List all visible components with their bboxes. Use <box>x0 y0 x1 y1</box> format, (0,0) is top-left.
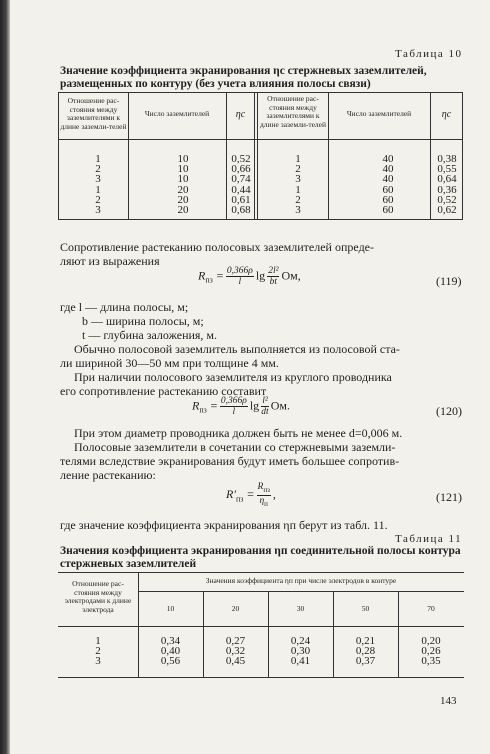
cell: 0,30 <box>290 645 311 658</box>
cell: 1 <box>295 183 301 196</box>
table11-title-line1: Значения коэффициента экранирования ηп соединительной полосы контура <box>60 545 461 557</box>
cell: 20 <box>177 183 189 196</box>
text-line: ление растеканию: <box>60 468 156 482</box>
table10-title <box>60 65 470 91</box>
table11-caption: Таблица 11 <box>395 533 463 545</box>
cell: 0,56 <box>160 655 181 668</box>
formula-121: $R'_{пз}$ = $R_{пз}$ $\eta_п$ , <box>226 482 276 508</box>
eq-119-number: (119) <box>436 274 462 288</box>
cell: 10 <box>177 153 189 165</box>
table11 <box>58 572 464 678</box>
t11-ratio-col <box>88 636 108 667</box>
cell: 1 <box>295 153 301 165</box>
text-line: ляют из выражения <box>60 254 160 268</box>
t11-values-col-10 <box>138 636 203 667</box>
cell: 2 <box>95 193 101 206</box>
t10-header-count-left: Число заземлителей <box>144 109 210 118</box>
cell: 0,74 <box>231 173 251 186</box>
t10-left-ratio-col <box>88 154 108 215</box>
cell: 0,64 <box>437 173 457 186</box>
t10-header-count-right: Число заземлителей <box>346 109 412 118</box>
cell: 0,26 <box>421 645 441 658</box>
text-line: Сопротивление растеканию полосовых заземлителей опреде- <box>60 240 374 254</box>
cell: 0,55 <box>437 163 457 176</box>
paragraph-6: где значение коэффициента экранирования ηп берут из табл. 11. <box>60 518 388 532</box>
t11-values-col-50 <box>333 636 398 667</box>
t10-right-ratio-col <box>288 154 308 215</box>
paragraph-1 <box>60 240 470 268</box>
cell: 3 <box>95 173 101 186</box>
cell: 60 <box>382 204 394 217</box>
table10-caption: Таблица 10 <box>395 48 463 60</box>
cell: 1 <box>95 183 101 196</box>
cell: 40 <box>382 173 394 186</box>
table11-title-line2: стержневых заземлителей <box>60 558 197 570</box>
cell: 10 <box>177 173 189 186</box>
cell: 0,27 <box>225 635 246 647</box>
table11-title <box>60 545 480 571</box>
t11-col-50: 50 <box>361 604 370 613</box>
text-line: его сопротивление растеканию составит <box>60 384 267 398</box>
cell: 3 <box>95 655 101 668</box>
cell: 20 <box>177 193 189 206</box>
cell: 3 <box>95 204 101 217</box>
table10-title-line2: размещенных по контуру (без учета влияния полосы связи) <box>60 78 371 90</box>
cell: 0,20 <box>421 635 441 647</box>
t11-col-20: 20 <box>231 604 240 613</box>
formula-119: $R_{пз}$ = $\frac{0,366\rho}{l}$ lg $\frac{\text{2l²}}{bt}$ Ом, <box>198 266 301 287</box>
cell: 1 <box>95 153 101 165</box>
where-2: b — ширина полосы, м; <box>82 314 204 328</box>
cell: 0,34 <box>160 635 181 647</box>
cell: 3 <box>295 204 301 217</box>
cell: 0,68 <box>231 204 251 217</box>
book-spine-shadow <box>0 0 10 754</box>
t10-right-eta-col <box>432 154 462 215</box>
paragraph-5 <box>60 440 470 482</box>
t10-header-eta-left: ηс <box>235 109 246 120</box>
eq-121-number: (121) <box>436 490 462 504</box>
t11-header-ratio: Отношение рас-стояния между электродами к длине электрода <box>64 579 132 614</box>
table10-title-line1: Значение коэффициента экранирования ηс стержневых заземлителей, <box>60 65 427 77</box>
cell: 0,62 <box>437 204 457 217</box>
cell: 0,52 <box>437 193 457 206</box>
t11-values-col-30 <box>268 636 333 667</box>
cell: 0,45 <box>225 655 246 668</box>
cell: 0,28 <box>355 645 376 658</box>
cell: 2 <box>295 193 301 206</box>
cell: 60 <box>382 193 394 206</box>
formula-120: $R_{пз}$ = $\frac{0,366\rho}{l}$ lg $\frac{\text{l²}}{dt}$ Ом. <box>192 396 290 417</box>
t10-header-ratio-left: Отношение рас-стояния между заземлителями к длине заземли-телей <box>60 96 127 131</box>
text-line: Полосовые заземлители в сочетании со стержневыми заземли- <box>74 440 396 454</box>
cell: 0,37 <box>355 655 376 668</box>
t11-col-30: 30 <box>296 604 305 613</box>
cell: 10 <box>177 163 189 176</box>
cell: 2 <box>295 163 301 176</box>
text-line: телями вследствие экранирования будут иметь большее сопротив- <box>60 454 400 468</box>
cell: 0,35 <box>421 655 441 668</box>
text-line: ли шириной 30—50 мм при толщине 4 мм. <box>60 356 279 370</box>
cell: 0,32 <box>225 645 246 658</box>
cell: 0,21 <box>355 635 376 647</box>
cell: 20 <box>177 204 189 217</box>
paragraph-3 <box>60 370 470 398</box>
t10-left-count-col <box>168 154 198 215</box>
cell: 40 <box>382 153 394 165</box>
cell: 0,61 <box>231 193 251 206</box>
paragraph-2 <box>60 342 470 370</box>
t10-header-ratio-right: Отношение рас-стояния между заземлителями к длине заземли-телей <box>259 94 327 129</box>
table10 <box>58 92 463 220</box>
t11-values-col-20 <box>203 636 268 667</box>
t10-header-eta-right: ηс <box>441 109 452 120</box>
t10-right-count-col <box>373 154 403 215</box>
eq-120-number: (120) <box>436 404 462 418</box>
cell: 0,41 <box>290 655 311 668</box>
text-line: Обычно полосовой заземлитель выполняется из полосовой ста- <box>74 342 400 356</box>
cell: 3 <box>295 173 301 186</box>
cell: 0,66 <box>231 163 251 176</box>
cell: 0,38 <box>437 153 457 165</box>
cell: 0,36 <box>437 183 457 196</box>
cell: 0,40 <box>160 645 181 658</box>
cell: 0,24 <box>290 635 311 647</box>
t11-col-70: 70 <box>427 604 435 613</box>
cell: 0,52 <box>231 153 251 165</box>
cell: 2 <box>95 163 101 176</box>
where-3: t — глубина заложения, м. <box>82 328 218 342</box>
cell: 40 <box>382 163 394 176</box>
page-number: 143 <box>440 695 457 707</box>
cell: 2 <box>95 645 101 658</box>
where-1: где l — длина полосы, м; <box>60 300 189 314</box>
cell: 1 <box>95 635 101 647</box>
cell: 0,44 <box>231 183 251 196</box>
t11-col-10: 10 <box>166 604 175 613</box>
cell: 60 <box>382 183 394 196</box>
t10-left-eta-col <box>228 154 254 215</box>
paragraph-4: При этом диаметр проводника должен быть не менее d=0,006 м. <box>74 426 403 440</box>
text-line: При наличии полосового заземлителя из круглого проводника <box>74 370 392 384</box>
t11-header-group: Значения коэффициента ηп при числе электродов в контуре <box>205 576 397 585</box>
t11-values-col-70 <box>398 636 464 667</box>
